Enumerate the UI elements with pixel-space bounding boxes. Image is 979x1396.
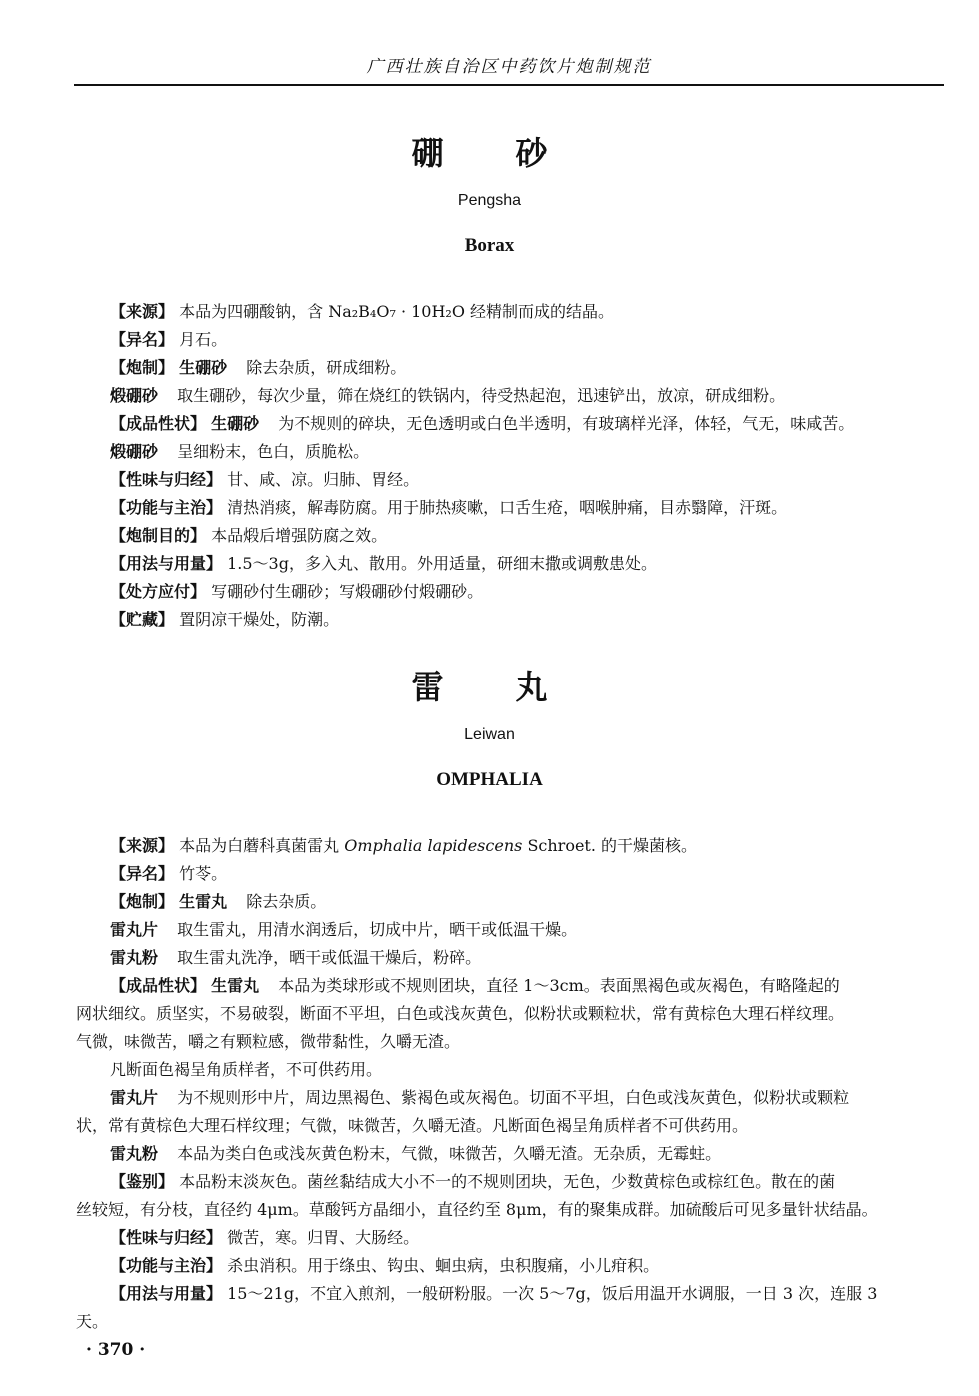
section-label: 【鉴别】 [110,1172,175,1191]
sub-label: 生雷丸 [211,976,260,995]
section-text: 除去杂质，研成细粉。 [246,358,407,377]
section-text: 本品为类白色或浅灰黄色粉末，气微，味微苦，久嚼无渣。无杂质，无霉蛀。 [177,1144,722,1163]
sub-label: 雷丸片 [110,1088,159,1107]
section-label: 【处方应付】 [110,582,207,601]
section-text: 杀虫消积。用于绦虫、钩虫、蛔虫病，虫积腹痛，小儿疳积。 [227,1256,660,1275]
section-label: 【性味与归经】 [110,470,223,489]
character-line [110,1144,721,1164]
section-label: 【贮藏】 [110,610,175,629]
sub-label: 煅硼砂 [110,386,159,405]
section-text: 为不规则的碎块，无色透明或白色半透明，有玻璃样光泽，体轻，气无，味咸苦。 [278,414,855,433]
section-label: 【用法与用量】 [110,554,223,573]
character-line: 网状细纹。质坚实，不易破裂，断面不平坦，白色或浅灰黄色，似粉状或颗粒状，常有黄棕色大理石样纹理。 [76,1004,845,1023]
section-label: 【异名】 [110,330,175,349]
section-label: 【功能与主治】 [110,498,223,517]
character-line [110,976,840,996]
section-label: 【来源】 [110,836,175,855]
species-name: Omphalia lapidescens [344,836,523,855]
section-text: 呈细粉末，色白，质脆松。 [177,442,370,461]
process-line [110,386,785,406]
nature-line [110,470,419,490]
usage-line [110,554,657,574]
section-label: 【功能与主治】 [110,1256,223,1275]
section-text: 甘、咸、凉。归肺、胃经。 [227,470,420,489]
source-line [110,302,614,322]
header-rule [74,84,944,86]
nature-line [110,1228,419,1248]
usage-line [110,1284,877,1304]
section-label: 【来源】 [110,302,175,321]
section-text: 取生雷丸洗净，晒干或低温干燥后，粉碎。 [177,948,482,967]
section-text: 写硼砂付生硼砂；写煅硼砂付煅硼砂。 [211,582,484,601]
sub-label: 雷丸粉 [110,948,159,967]
sub-label: 生硼砂 [179,358,228,377]
section-text: 为不规则形中片，周边黑褐色、紫褐色或灰褐色。切面不平坦，白色或浅灰黄色，似粉状或颗粒 [177,1088,850,1107]
identify-line [110,1172,835,1192]
process-line [110,920,577,940]
entry-title-pinyin: Pengsha [457,192,522,209]
section-label: 【炮制目的】 [110,526,207,545]
character-note: 凡断面色褐呈角质样者，不可供药用。 [110,1060,383,1079]
section-text: 微苦，寒。归胃、大肠经。 [227,1228,420,1247]
section-text: 本品为类球形或不规则团块，直径 1～3cm。表面黑褐色或灰褐色，有略隆起的 [278,976,840,995]
function-line [110,1256,659,1276]
sub-label: 雷丸粉 [110,1144,159,1163]
section-label: 【炮制】 [110,358,175,377]
alias-line [110,330,227,350]
process-line [110,358,406,378]
source-line [110,836,697,856]
section-text: 本品为四硼酸钠，含 Na₂B₄O₇ · 10H₂O 经精制而成的结晶。 [179,302,615,321]
process-line [110,892,326,912]
section-label: 【炮制】 [110,892,175,911]
prescription-line [110,582,483,602]
character-line [110,442,369,462]
section-text: 15～21g，不宜入煎剂，一般研粉服。一次 5～7g，饭后用温开水调服，一日 3 次，连服 3 [227,1284,878,1303]
function-line [110,498,787,518]
entry-title-chinese: 硼 砂 [411,134,568,172]
section-label: 【异名】 [110,864,175,883]
section-text: 清热消痰，解毒防腐。用于肺热痰嗽，口舌生疮，咽喉肿痛，目赤翳障，汗斑。 [227,498,788,517]
storage-line [110,610,339,630]
section-text: 取生硼砂，每次少量，筛在烧红的铁锅内，待受热起泡，迅速铲出，放凉，研成细粉。 [177,386,786,405]
section-text: 1.5～3g，多入丸、散用。外用适量，研细末撒或调敷患处。 [227,554,657,573]
section-label: 【用法与用量】 [110,1284,223,1303]
page-number: · 370 · [86,1340,146,1360]
process-line [110,948,481,968]
entry-title-latin: Borax [464,235,515,256]
character-line: 气微，味微苦，嚼之有颗粒感，微带黏性，久嚼无渣。 [76,1032,461,1051]
section-text: 本品粉末淡灰色。菌丝黏结成大小不一的不规则团块，无色，少数黄棕色或棕红色。散在的菌 [179,1172,836,1191]
running-header: 广西壮族自治区中药饮片炮制规范 [366,57,652,77]
entry-title-pinyin: Leiwan [464,726,515,743]
sub-label: 煅硼砂 [110,442,159,461]
entry-title-chinese: 雷 丸 [411,668,568,706]
alias-line [110,864,227,884]
section-text: 月石。 [179,330,228,349]
section-text: 取生雷丸，用清水润透后，切成中片，晒干或低温干燥。 [177,920,578,939]
character-line: 状，常有黄棕色大理石样纹理；气微，味微苦，久嚼无渣。凡断面色褐呈角质样者不可供药用。 [76,1116,749,1135]
sub-label: 雷丸片 [110,920,159,939]
section-text: 本品为白蘑科真菌雷丸 [179,836,340,855]
sub-label: 生雷丸 [179,892,228,911]
section-label: 【性味与归经】 [110,1228,223,1247]
section-text: 本品煅后增强防腐之效。 [211,526,388,545]
character-line [110,414,854,434]
section-text: Schroet. 的干燥菌核。 [527,836,698,855]
section-text: 置阴凉干燥处，防潮。 [179,610,340,629]
section-text: 竹苓。 [179,864,228,883]
identify-line: 丝较短，有分枝，直径约 4μm。草酸钙方晶细小，直径约至 8μm，有的聚集成群。加硫酸后可见多量针状结晶。 [76,1200,878,1219]
character-line [110,1088,849,1108]
section-label: 【成品性状】 [110,414,207,433]
section-text: 除去杂质。 [246,892,327,911]
entry-title-latin: OMPHALIA [436,769,543,790]
purpose-line [110,526,387,546]
sub-label: 生硼砂 [211,414,260,433]
section-label: 【成品性状】 [110,976,207,995]
usage-line: 天。 [76,1312,109,1331]
